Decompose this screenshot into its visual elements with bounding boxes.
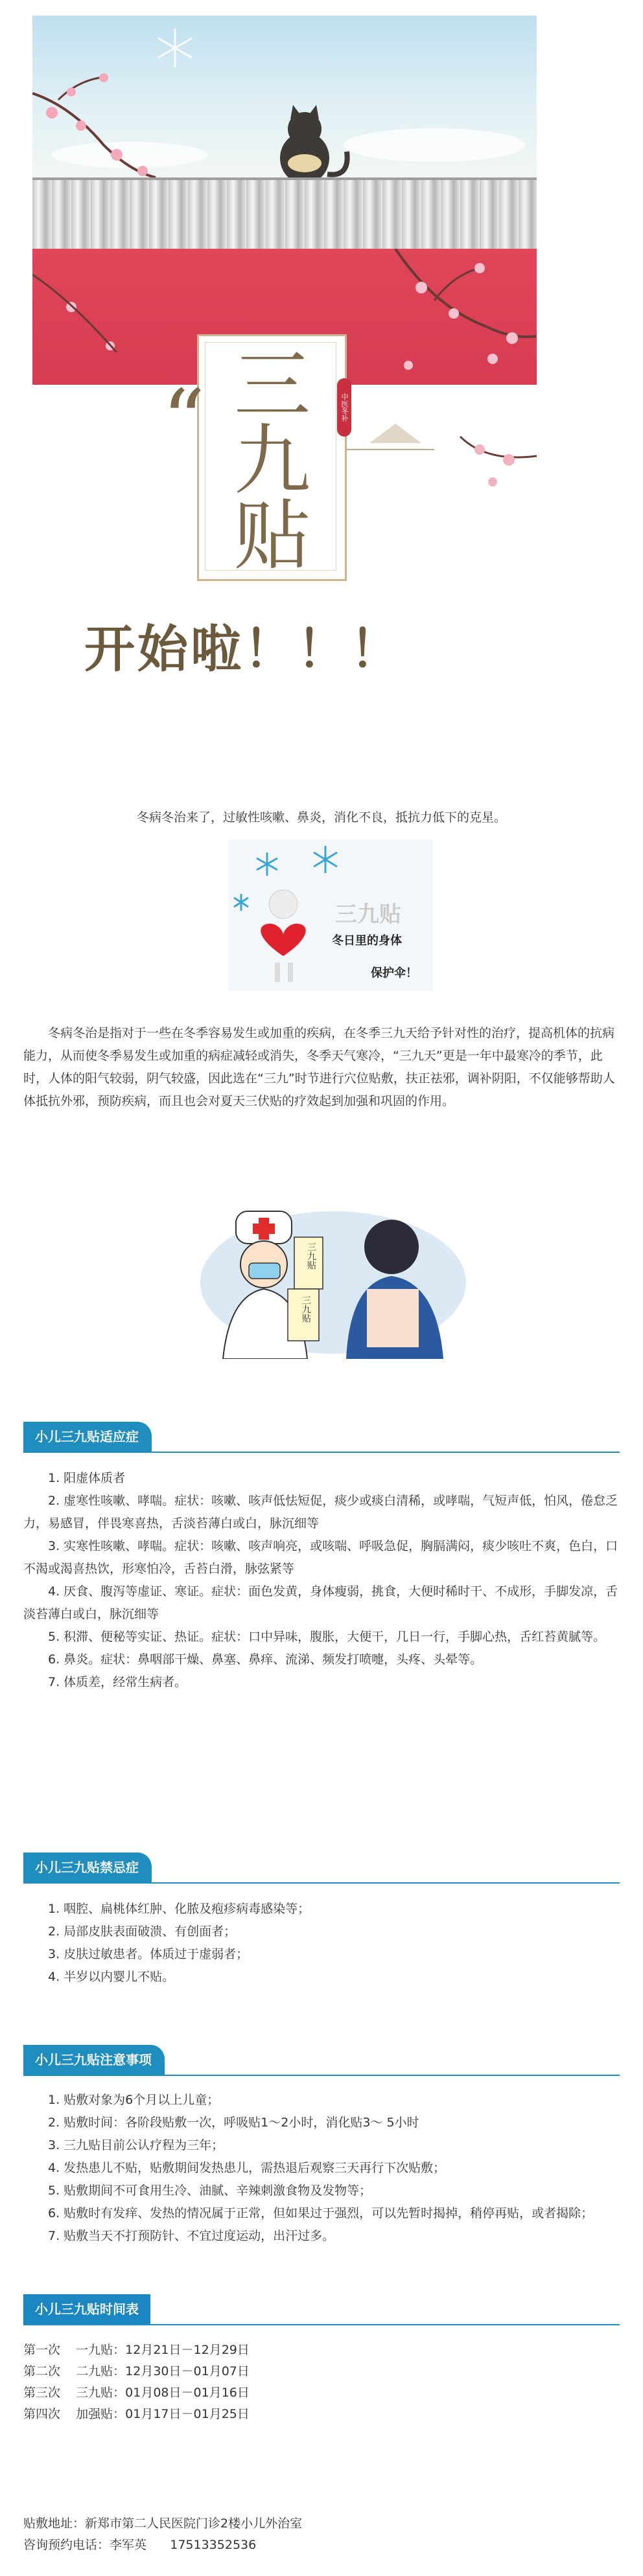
illustration-heart [228, 839, 433, 991]
title-char-2: 九 [233, 416, 310, 505]
schedule-row: 第一次 一九贴：12月21日－12月29日 [23, 2343, 250, 2357]
seal-stamp: 中医冬补 [337, 378, 351, 437]
title-char-3: 贴 [233, 491, 310, 580]
section-divider [23, 1882, 620, 1884]
section-title: 小儿三九贴时间表 [23, 2294, 150, 2324]
list-item: 5. 积滞、便秘等实证、热证。症状：口中异味，腹胀，大便干，几日一行，手脚心热，舌红苔黄腻等。 [48, 1630, 606, 1644]
list-item: 5. 贴敷期间不可食用生冷、油腻、辛辣刺激食物及发物等； [48, 2183, 372, 2198]
intro-text [23, 806, 620, 829]
illustration-doctor [197, 1192, 469, 1359]
intro-line: 冬病冬治来了，过敏性咳嗽、鼻炎，消化不良，抵抗力低下的克星。 [136, 810, 506, 825]
section-title: 小儿三九贴注意事项 [23, 2045, 165, 2075]
list-item: 1. 贴敷对象为6个月以上儿童； [48, 2093, 220, 2107]
contraindications-list [23, 1898, 620, 1989]
footer-contact: 咨询预约电话：李军英 17513352536 [23, 2538, 257, 2552]
footer-info [23, 2513, 620, 2556]
precautions-list [23, 2089, 620, 2248]
list-item: 7. 体质差，经常生病者。 [48, 1675, 187, 1689]
list-item: 6. 鼻炎。症状：鼻咽部干燥、鼻塞、鼻痒、流涕、频发打喷嚏，头疼、头晕等。 [48, 1652, 483, 1667]
doctor-patient-graphic [197, 1192, 469, 1359]
schedule-row: 第二次 二九贴：12月30日－01月07日 [23, 2364, 250, 2378]
section-header-contraindications [23, 1851, 620, 1884]
section-divider [23, 1452, 620, 1453]
section-title: 小儿三九贴禁忌症 [23, 1852, 152, 1882]
main-paragraph [23, 1022, 620, 1113]
list-item: 4. 厌食、腹泻等虚证、寒证。症状：面色发黄，身体瘦弱，挑食，大便时稀时干、不成形，手脚发凉，舌淡苔薄白或白，脉沉细等 [23, 1584, 618, 1621]
list-item: 2. 局部皮肤表面破溃、有创面者； [48, 1924, 237, 1939]
paper-label-2: 三九贴 [301, 1295, 311, 1323]
list-item: 4. 半岁以内婴儿不贴。 [48, 1970, 175, 1984]
paper-label-1: 三九贴 [306, 1242, 316, 1270]
footer-address: 贴敷地址：新郑市第二人民医院门诊2楼小儿外治室 [23, 2516, 303, 2531]
illustration-title: 三九贴 [335, 902, 401, 927]
title-char-1: 三 [233, 341, 310, 430]
illustration-caption-1: 冬日里的身体 [332, 934, 402, 948]
illustration-caption-2: 保护伞！ [371, 966, 417, 980]
section-divider [23, 2075, 620, 2076]
indications-list [23, 1467, 620, 1694]
list-item: 4. 发热患儿不贴，贴敷期间发热患儿，需热退后观察三天再行下次贴敷； [48, 2161, 446, 2175]
section-divider [23, 2324, 620, 2325]
schedule-row: 第三次 三九贴：01月08日－01月16日 [23, 2386, 250, 2400]
list-item: 2. 虚寒性咳嗽、哮喘。症状：咳嗽、咳声低怯短促，痰少或痰白清稀，或哮喘，气短声低，怕风，倦怠乏力，易感冒，伴畏寒喜热，舌淡苔薄白或白，脉沉细等 [23, 1494, 618, 1531]
list-item: 7. 贴敷当天不打预防针、不宜过度运动，出汗过多。 [48, 2229, 335, 2243]
banner-wall-top [32, 177, 537, 254]
section-header-indications [23, 1420, 620, 1453]
section-header-schedule [23, 2293, 620, 2325]
banner-subtitle: 开始啦！！！ [84, 620, 404, 679]
quote-mark: “ [162, 371, 205, 470]
list-item: 1. 咽腔、扁桃体红肿、化脓及疱疹病毒感染等； [48, 1902, 310, 1916]
schedule-row: 第四次 加强贴：01月17日－01月25日 [23, 2407, 250, 2421]
list-item: 3. 皮肤过敏患者。体质过于虚弱者； [48, 1947, 249, 1961]
banner-image [32, 16, 537, 709]
schedule-list [23, 2340, 620, 2425]
list-item: 2. 贴敷时间：各阶段贴敷一次，呼吸贴1～2小时，消化贴3～ 5小时 [48, 2115, 419, 2130]
main-paragraph-text: 冬病冬治是指对于一些在冬季容易发生或加重的疾病，在冬季三九天给予针对性的治疗，提高机体的抗病能力，从而使冬季易发生或加重的病症减轻或消失，冬季天气寒冷，“三九天”更是一年中最寒冷的季节，此时，人体的阳气较弱，阴气较盛，因此选在“三九”时节进行穴位贴敷，扶正祛邪，调补阴阳，不仅能够帮助人体抵抗外邪，预防疾病，而且也会对夏天三伏贴的疗效起到加强和巩固的作用。 [23, 1026, 615, 1108]
section-title: 小儿三九贴适应症 [23, 1422, 152, 1452]
list-item: 3. 三九贴目前公认疗程为三年； [48, 2138, 224, 2152]
section-header-precautions [23, 2044, 620, 2076]
list-item: 3. 实寒性咳嗽、哮喘。症状：咳嗽、咳声响亮，或咳喘、呼吸急促，胸膈满闷，痰少咳吐不爽，色白，口不渴或渴喜热饮，形寒怕冷，舌苔白滑，脉弦紧等 [23, 1539, 618, 1576]
list-item: 1. 阳虚体质者 [48, 1471, 126, 1485]
list-item: 6. 贴敷时有发痒、发热的情况属于正常，但如果过于强烈，可以先暂时揭掉，稍停再贴，或者揭除； [48, 2206, 594, 2220]
